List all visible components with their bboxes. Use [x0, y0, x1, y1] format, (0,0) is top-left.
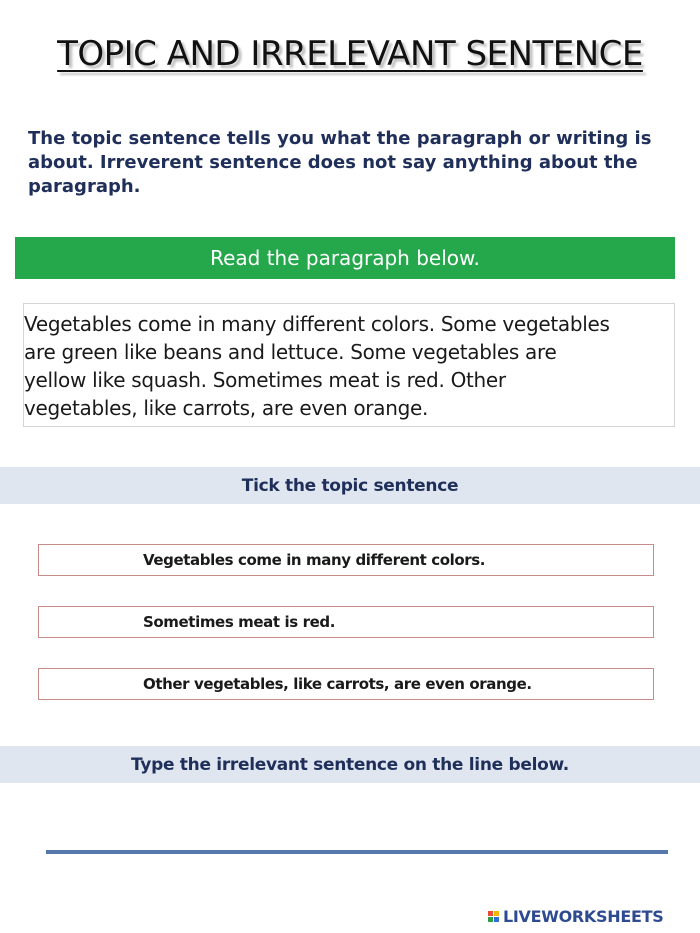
- tick-topic-heading-label: Tick the topic sentence: [241, 475, 459, 496]
- tick-topic-heading: [0, 467, 700, 504]
- read-paragraph-banner: [15, 237, 675, 279]
- option-label: Other vegetables, like carrots, are even orange.: [143, 675, 532, 693]
- paragraph-line-4: vegetables, like carrots, are even orange.: [24, 396, 429, 420]
- liveworksheets-brand-text: LIVEWORKSHEETS: [503, 907, 664, 926]
- liveworksheets-logo: [488, 907, 663, 926]
- irrelevant-sentence-input[interactable]: [46, 838, 668, 854]
- type-irrelevant-heading-label: Type the irrelevant sentence on the line below.: [131, 754, 569, 775]
- paragraph-line-1: Vegetables come in many different colors. Some vegetables: [24, 312, 610, 336]
- page-title: TOPIC AND IRRELEVANT SENTENCE: [57, 34, 643, 74]
- paragraph-line-3: yellow like squash. Sometimes meat is red. Other: [24, 368, 506, 392]
- type-irrelevant-heading: [0, 746, 700, 783]
- option-label: Vegetables come in many different colors.: [143, 551, 486, 569]
- option-vegetables-colors[interactable]: [38, 544, 654, 576]
- intro-text: The topic sentence tells you what the paragraph or writing is about. Irreverent sentence does not say anything about the paragraph.: [28, 128, 652, 197]
- paragraph-box: [23, 303, 675, 427]
- liveworksheets-logo-icon: [488, 911, 500, 923]
- option-meat-red[interactable]: [38, 606, 654, 638]
- read-paragraph-label: Read the paragraph below.: [210, 246, 480, 270]
- option-carrots-orange[interactable]: [38, 668, 654, 700]
- paragraph-line-2: are green like beans and lettuce. Some vegetables are: [24, 340, 557, 364]
- option-label: Sometimes meat is red.: [143, 613, 335, 631]
